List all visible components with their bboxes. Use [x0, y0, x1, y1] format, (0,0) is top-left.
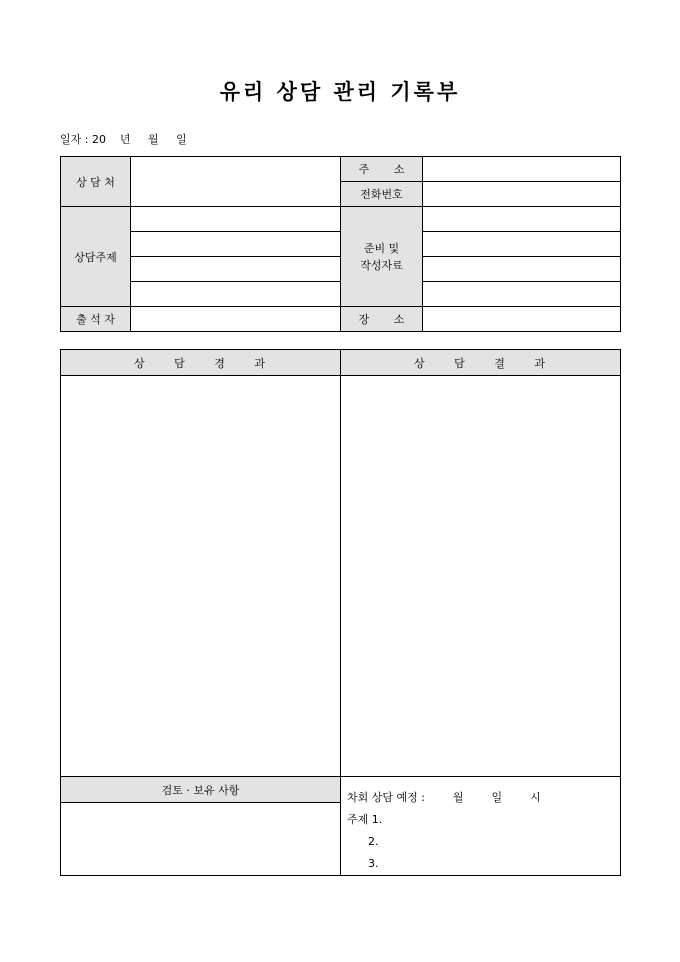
topic-1-text: 주제 1.	[347, 813, 383, 826]
phone-label: 전화번호	[341, 182, 423, 207]
record-table	[60, 349, 621, 876]
address-label: 주 소	[341, 157, 423, 182]
progress-header: 상 담 경 과	[61, 350, 341, 376]
date-line: 일자 : 20 년 월 일	[60, 133, 187, 146]
prep-label-line1: 준비 및	[363, 241, 400, 255]
page-title: 유리 상담 관리 기록부	[219, 79, 461, 104]
prep-field-4[interactable]	[423, 282, 621, 307]
topic-3-text: 3.	[347, 857, 379, 870]
info-table	[60, 156, 621, 332]
attendees-label: 출 석 자	[61, 307, 131, 332]
prep-label	[341, 207, 423, 307]
prep-field-1[interactable]	[423, 207, 621, 232]
topic-field-3[interactable]	[131, 257, 341, 282]
result-area[interactable]	[341, 376, 621, 876]
phone-field[interactable]	[423, 182, 621, 207]
topic-2-text: 2.	[347, 835, 379, 848]
topic-field-4[interactable]	[131, 282, 341, 307]
progress-area[interactable]	[61, 376, 341, 777]
counsel-place-label: 상 담 처	[61, 157, 131, 207]
next-meeting-block	[341, 777, 620, 875]
topic-field-2[interactable]	[131, 232, 341, 257]
review-area[interactable]	[61, 803, 341, 876]
counsel-place-field[interactable]	[131, 157, 341, 207]
address-field[interactable]	[423, 157, 621, 182]
attendees-field[interactable]	[131, 307, 341, 332]
topic-field-1[interactable]	[131, 207, 341, 232]
prep-field-2[interactable]	[423, 232, 621, 257]
topic-label: 상담주제	[61, 207, 131, 307]
result-header: 상 담 결 과	[341, 350, 621, 376]
review-header: 검토 · 보유 사항	[61, 777, 341, 803]
prep-field-3[interactable]	[423, 257, 621, 282]
location-label: 장 소	[341, 307, 423, 332]
prep-label-line2: 작성자료	[360, 258, 403, 272]
location-field[interactable]	[423, 307, 621, 332]
next-meeting-text: 차회 상담 예정 : 월 일 시	[347, 791, 541, 804]
